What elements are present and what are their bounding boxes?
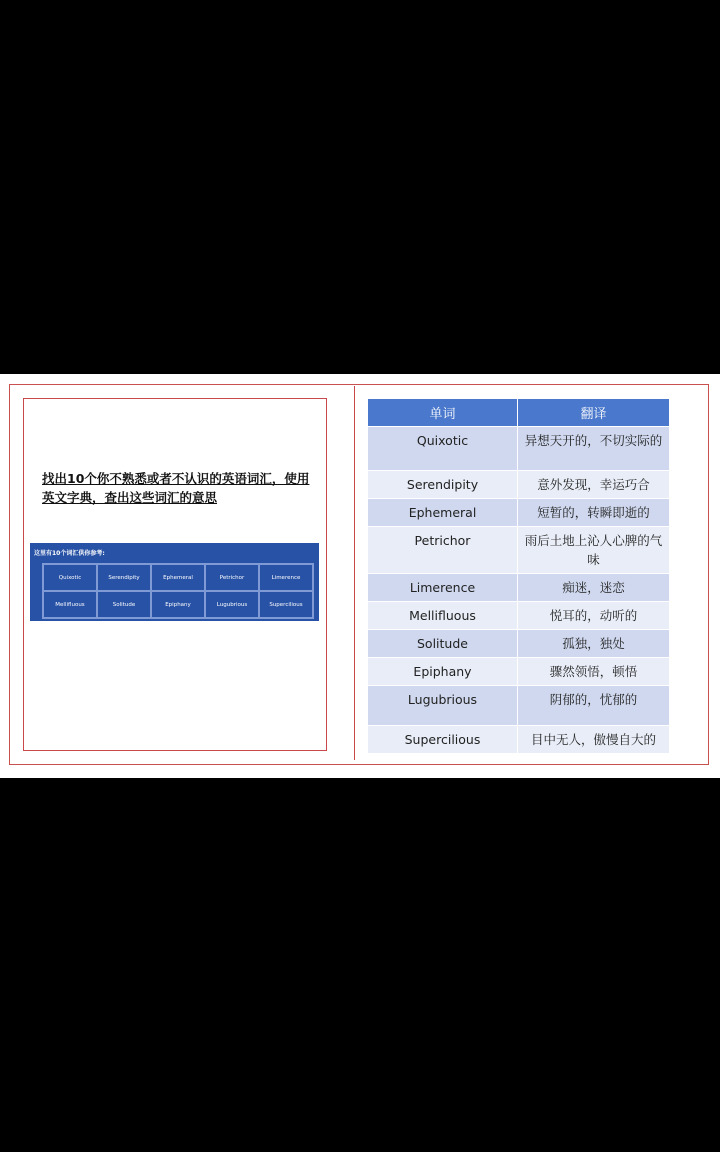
left-panel [23,398,327,751]
header-translation: 翻译 [518,399,670,427]
translation-cell: 意外发现，幸运巧合 [518,471,670,499]
right-panel [354,386,705,760]
translation-cell: 孤独，独处 [518,630,670,658]
mini-cell: Serendipity [97,564,151,591]
table-row [368,499,670,527]
mini-cell: Lugubrious [205,591,259,618]
mini-table-grid [42,563,314,619]
table-row [368,630,670,658]
mini-cell: Quixotic [43,564,97,591]
table-row [368,726,670,754]
word-cell: Supercilious [368,726,518,754]
table-header-row [368,399,670,427]
translation-cell: 目中无人，傲慢自大的 [518,726,670,754]
instruction-text: 找出10个你不熟悉或者不认识的英语词汇，使用英文字典，查出这些词汇的意思 [42,471,310,505]
mini-cell: Mellifluous [43,591,97,618]
translation-cell: 雨后土地上沁人心脾的气味 [518,527,670,574]
word-cell: Solitude [368,630,518,658]
word-cell: Petrichor [368,527,518,574]
translation-cell: 短暂的，转瞬即逝的 [518,499,670,527]
mini-cell: Solitude [97,591,151,618]
vocab-table [367,398,670,754]
word-cell: Mellifluous [368,602,518,630]
table-row [368,427,670,471]
word-cell: Serendipity [368,471,518,499]
slide-image [0,374,720,778]
mini-cell: Ephemeral [151,564,205,591]
table-row [368,527,670,574]
word-cell: Limerence [368,574,518,602]
mini-cell: Limerence [259,564,313,591]
mini-cell: Petrichor [205,564,259,591]
translation-cell: 悦耳的，动听的 [518,602,670,630]
mini-table-title: 这里有10个词汇供你参考: [34,550,105,557]
translation-cell: 阴郁的，忧郁的 [518,686,670,726]
table-row [368,471,670,499]
table-row [368,602,670,630]
mini-vocab-table [30,543,319,621]
mini-cell: Supercilious [259,591,313,618]
word-cell: Lugubrious [368,686,518,726]
translation-cell: 骤然领悟，顿悟 [518,658,670,686]
header-word: 单词 [368,399,518,427]
table-row [368,686,670,726]
mini-cell: Epiphany [151,591,205,618]
word-cell: Ephemeral [368,499,518,527]
word-cell: Quixotic [368,427,518,471]
translation-cell: 异想天开的，不切实际的 [518,427,670,471]
word-cell: Epiphany [368,658,518,686]
translation-cell: 痴迷，迷恋 [518,574,670,602]
table-row [368,658,670,686]
table-row [368,574,670,602]
